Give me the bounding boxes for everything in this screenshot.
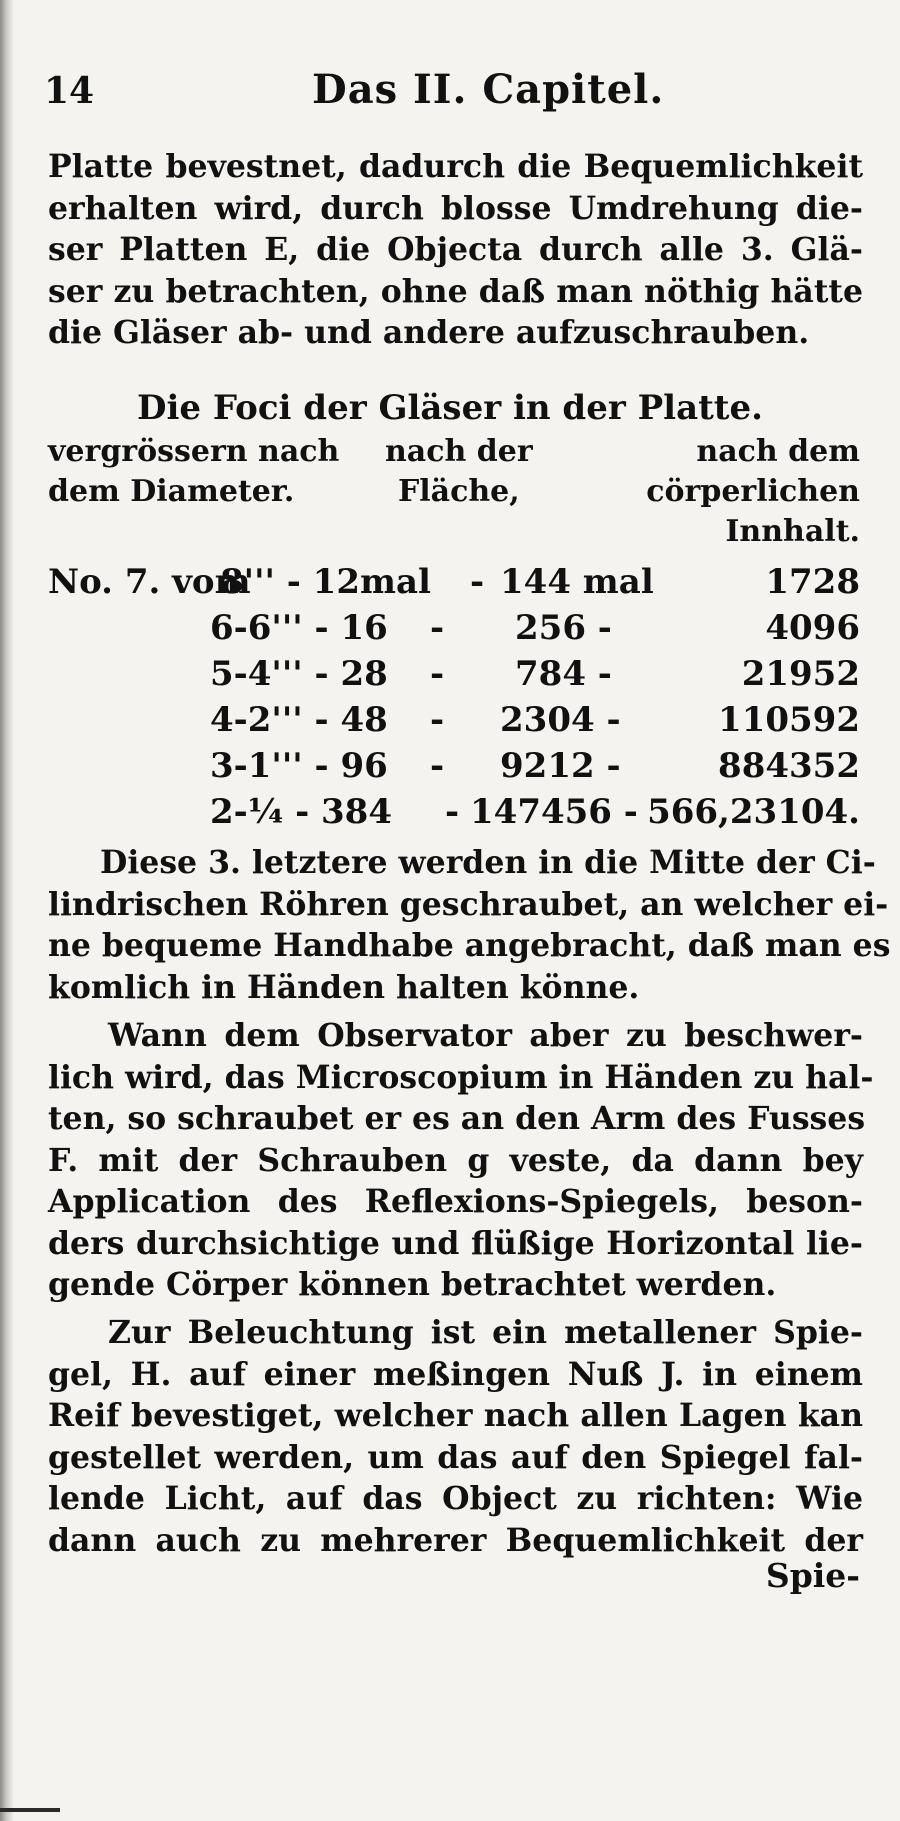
catchword: Spie- bbox=[765, 1556, 860, 1595]
row-dash: - bbox=[445, 792, 460, 832]
page-gutter-shadow bbox=[0, 0, 14, 1821]
text-line: dann auch zu mehrerer Bequemlichkeit der bbox=[48, 1521, 863, 1559]
diameter-value: 2-¼ - 384 bbox=[210, 792, 392, 832]
page-number: 14 bbox=[44, 70, 95, 112]
paragraph-2 bbox=[48, 842, 891, 1008]
table-row bbox=[0, 700, 900, 744]
scan-edge-mark bbox=[0, 1808, 60, 1812]
table-row bbox=[0, 792, 900, 836]
surface-value: 144 mal bbox=[500, 562, 654, 602]
table-col-header-diameter bbox=[48, 432, 339, 512]
text-line: Wann dem Observator aber zu beschwer- bbox=[108, 1017, 863, 1054]
row-dash: - bbox=[430, 608, 445, 648]
page-header bbox=[44, 62, 864, 122]
diameter-value: 4-2''' - 48 bbox=[210, 700, 388, 740]
diameter-value: 8''' - 12mal bbox=[220, 562, 431, 602]
surface-value: 784 - bbox=[515, 654, 612, 694]
table-row bbox=[0, 608, 900, 652]
table-row bbox=[0, 746, 900, 790]
text-line: ser Platten E, die Objecta durch alle 3. Glä- bbox=[48, 231, 863, 268]
text-line: lich wird, das Microscopium in Händen zu hal- bbox=[48, 1058, 874, 1096]
volume-value: 566,23104. bbox=[647, 792, 860, 832]
table-row bbox=[0, 654, 900, 698]
table-col-header-surface bbox=[385, 432, 533, 512]
text-line: komlich in Händen halten könne. bbox=[48, 968, 640, 1006]
text-line: F. mit der Schrauben g veste, da dann bey bbox=[48, 1141, 863, 1179]
row-dash: - bbox=[470, 562, 485, 602]
text-line: lindrischen Röhren geschraubet, an welcher ei- bbox=[48, 885, 889, 923]
text-line: gende Cörper können betrachtet werden. bbox=[48, 1266, 777, 1303]
col-header-line: dem Diameter. bbox=[48, 474, 295, 509]
text-line: gestellet werden, um das auf den Spiegel fal- bbox=[48, 1438, 863, 1476]
text-line: ders durchsichtige und flüßige Horizontal lie- bbox=[48, 1224, 863, 1262]
surface-value: 256 - bbox=[515, 608, 612, 648]
table-row bbox=[0, 562, 900, 606]
surface-value: 9212 - bbox=[500, 746, 621, 786]
volume-value: 110592 bbox=[718, 700, 860, 740]
col-header-line: cörperlichen bbox=[646, 474, 860, 509]
paragraph-3 bbox=[48, 1015, 874, 1306]
text-line: gel, H. auf einer meßingen Nuß J. in einem bbox=[48, 1355, 863, 1393]
text-line: erhalten wird, durch blosse Umdrehung die- bbox=[48, 189, 863, 227]
diameter-value: 6-6''' - 16 bbox=[210, 608, 388, 648]
text-line: Diese 3. letztere werden in die Mitte der Ci- bbox=[100, 844, 876, 881]
row-label: No. 7. vom bbox=[48, 562, 251, 602]
col-header-line: nach dem bbox=[696, 434, 860, 469]
table-col-header-volume bbox=[640, 432, 860, 552]
col-header-line: vergrössern nach bbox=[48, 434, 340, 469]
surface-value: 2304 - bbox=[500, 700, 621, 740]
diameter-value: 5-4''' - 28 bbox=[210, 654, 388, 694]
text-line: ten, so schraubet er es an den Arm des Fusses bbox=[48, 1100, 866, 1137]
section-heading: Die Foci der Gläser in der Platte. bbox=[137, 388, 763, 428]
col-header-line: nach der bbox=[385, 434, 533, 469]
text-line: Platte bevestnet, dadurch die Bequemlichkeit bbox=[48, 148, 863, 185]
text-line: die Gläser ab- und andere aufzuschrauben. bbox=[48, 314, 810, 351]
volume-value: 4096 bbox=[765, 608, 860, 648]
text-line: ne bequeme Handhabe angebracht, daß man es bbox=[48, 927, 891, 964]
volume-value: 884352 bbox=[718, 746, 860, 786]
text-line: Reif bevestiget, welcher nach allen Lagen kan bbox=[48, 1397, 863, 1434]
text-line: Zur Beleuchtung ist ein metallener Spie- bbox=[108, 1314, 863, 1351]
running-head: Das II. Capitel. bbox=[312, 66, 665, 113]
text-line: ser zu betrachten, ohne daß man nöthig hätte bbox=[48, 272, 863, 310]
row-dash: - bbox=[430, 700, 445, 740]
paragraph-4 bbox=[48, 1312, 863, 1561]
row-dash: - bbox=[430, 654, 445, 694]
surface-value: 147456 - bbox=[470, 792, 638, 832]
volume-value: 1728 bbox=[765, 562, 860, 602]
text-line: Application des Reflexions-Spiegels, beson- bbox=[48, 1183, 863, 1220]
paragraph-1 bbox=[48, 146, 863, 354]
col-header-line: Innhalt. bbox=[725, 514, 860, 549]
col-header-line: Fläche, bbox=[397, 474, 520, 509]
diameter-value: 3-1''' - 96 bbox=[210, 746, 388, 786]
row-dash: - bbox=[430, 746, 445, 786]
volume-value: 21952 bbox=[741, 654, 860, 694]
text-line: lende Licht, auf das Object zu richten: Wie bbox=[48, 1480, 863, 1517]
